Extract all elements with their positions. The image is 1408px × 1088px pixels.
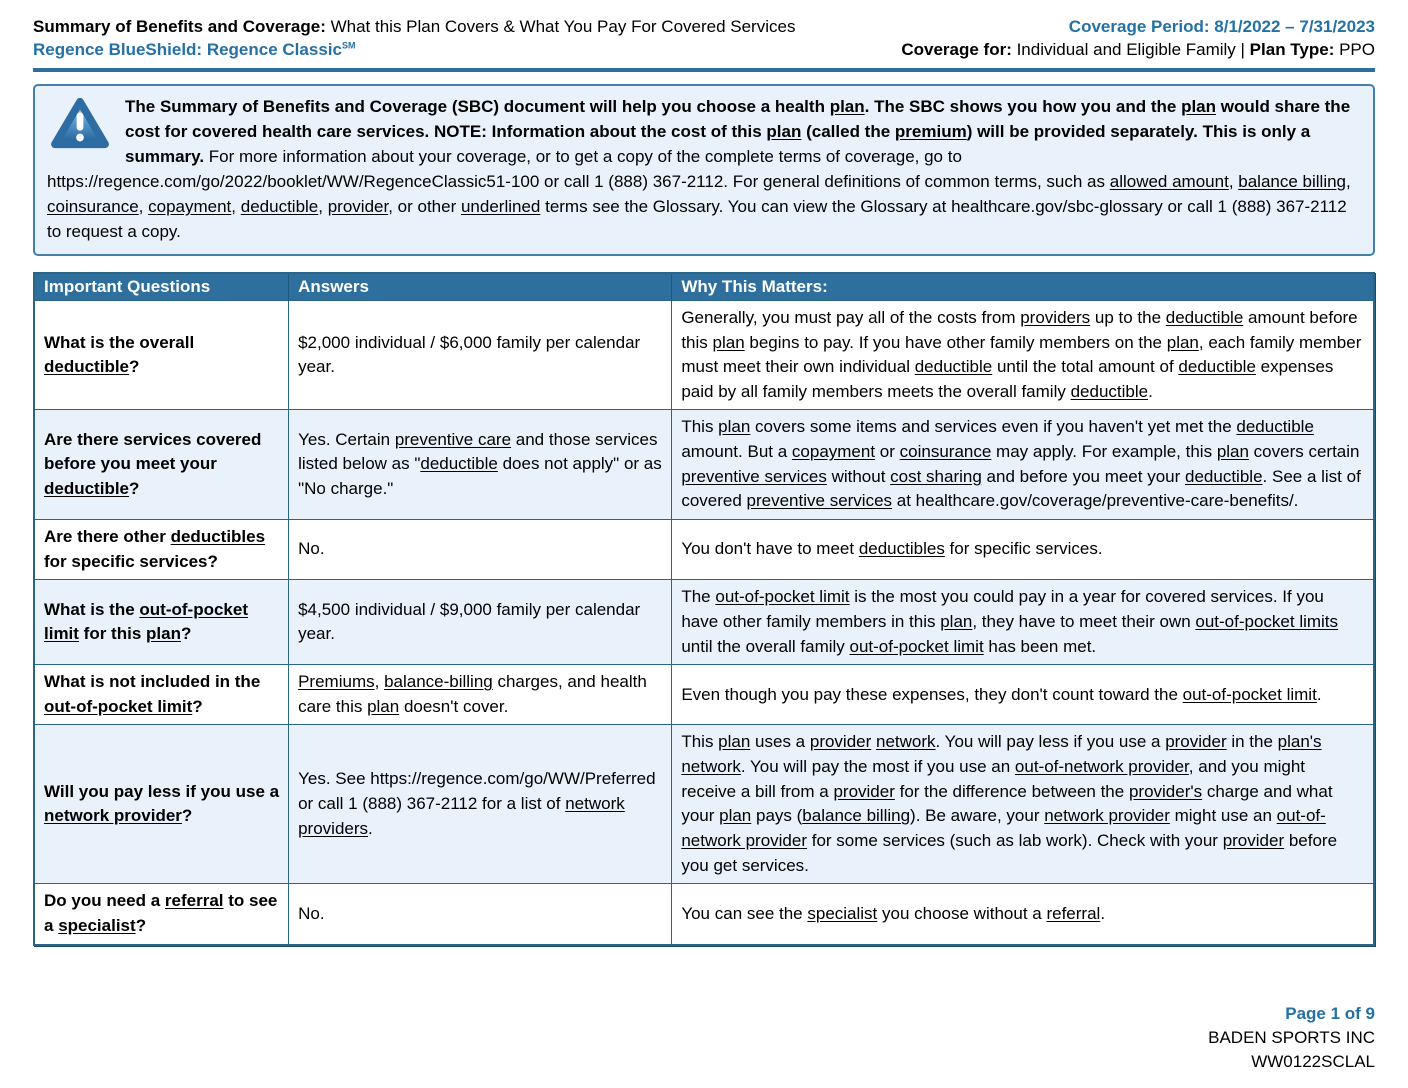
answer-cell: Yes. See https://regence.com/go/WW/Preferred or call 1 (888) 367-2112 for a list of network providers. [289,725,672,884]
important-questions-table [33,272,1375,946]
alert-triangle-icon [47,96,113,150]
why-this-matters-cell: You don't have to meet deductibles for specific services. [672,520,1374,580]
answer-cell: No. [289,520,672,580]
question-cell: Are there other deductibles for specific services? [34,520,289,580]
why-this-matters-cell: This plan covers some items and services even if you haven't yet met the deductible amount. But a copayment or coinsurance may apply. For example, this plan covers certain preventive services without cost sharing and before you meet your deductible. See a list of covered preventive services at healthcare.gov/coverage/preventive-care-benefits/. [672,410,1374,520]
document-title-bold: Summary of Benefits and Coverage: [33,17,326,36]
question-cell: What is the overall deductible? [34,300,289,410]
plan-name [33,39,795,62]
why-this-matters-cell: This plan uses a provider network. You will pay less if you use a provider in the plan's network. You will pay the most if you use an out-of-network provider, and you might receive a bill from a provider for the difference between the provider's charge and what your plan pays (balance billing). Be aware, your network provider might use an out-of-network provider for some services (such as lab work). Check with your provider before you get services. [672,725,1374,884]
page-footer [33,1002,1375,1074]
header-divider [33,68,1375,72]
answer-cell: $2,000 individual / $6,000 family per calendar year. [289,300,672,410]
why-this-matters-cell: Even though you pay these expenses, they don't count toward the out-of-pocket limit. [672,665,1374,725]
column-header-important-questions: Important Questions [34,273,289,301]
table-row-referral-specialist [34,884,1374,945]
why-this-matters-cell: The out-of-pocket limit is the most you could pay in a year for covered services. If you have other family members in this plan, they have to meet their own out-of-pocket limits until the overall family out-of-pocket limit has been met. [672,580,1374,665]
document-title [33,16,795,39]
question-cell: What is not included in the out-of-pocket limit? [34,665,289,725]
notice-body-text: For more information about your coverage, or to get a copy of the complete terms of coverage, go to https://regence.com/go/2022/booklet/WW/RegenceClassic51-100 or call 1 (888) 367-2112. For general definitions of common terms, such as allowed amount, balance billing, coinsurance, copayment, deductible, provider, or other underlined terms see the Glossary. You can view the Glossary at healthcare.gov/sbc-glossary or call 1 (888) 367-2112 to request a copy. [47,146,1351,241]
column-header-why-this-matters: Why This Matters: [672,273,1374,301]
plan-name-text: Regence BlueShield: Regence Classic [33,39,342,59]
answer-cell: No. [289,884,672,945]
notice-bold-text: The Summary of Benefits and Coverage (SBC) document will help you choose a health plan. The SBC shows you how you and the plan would share the cost for covered health care services. NOTE: Information about the cost of this plan (called the premium) will be provided separately. This is only a summary. [125,96,1351,166]
table-row-network-provider [34,725,1374,884]
service-mark: SM [341,40,356,51]
question-cell: Are there services covered before you meet your deductible? [34,410,289,520]
column-header-answers: Answers [289,273,672,301]
table-row-overall-deductible [34,300,1374,410]
table-row-services-before-deductible [34,410,1374,520]
plan-code: WW0122SCLAL [1251,1051,1375,1071]
table-header-row [34,273,1374,301]
table-row-other-deductibles [34,520,1374,580]
document-header-right [901,16,1375,62]
coverage-period: Coverage Period: 8/1/2022 – 7/31/2023 [1068,17,1375,36]
question-cell: Do you need a referral to see a specialist? [34,884,289,945]
answer-cell: $4,500 individual / $9,000 family per calendar year. [289,580,672,665]
plan-type-value: PPO [1334,39,1375,59]
page-number: Page 1 of 9 [1285,1003,1375,1023]
why-this-matters-cell: You can see the specialist you choose without a referral. [672,884,1374,945]
document-title-rest: What this Plan Covers & What You Pay For Covered Services [325,17,796,36]
why-this-matters-cell: Generally, you must pay all of the costs from providers up to the deductible amount before this plan begins to pay. If you have other family members on the plan, each family member must meet their own individual deductible until the total amount of deductible expenses paid by all family members meets the overall family deductible. [672,300,1374,410]
document-header-left [33,16,795,62]
plan-type-label: Plan Type: [1249,39,1335,59]
group-name: BADEN SPORTS INC [1208,1027,1375,1047]
table-row-not-included-in-limit [34,665,1374,725]
table-row-out-of-pocket-limit [34,580,1374,665]
notice-box [33,84,1375,256]
coverage-for [901,39,1375,62]
coverage-for-label: Coverage for: [901,39,1012,59]
answer-cell: Yes. Certain preventive care and those services listed below as "deductible does not apply" or as "No charge." [289,410,672,520]
question-cell: What is the out-of-pocket limit for this plan? [34,580,289,665]
question-cell: Will you pay less if you use a network provider? [34,725,289,884]
document-header [33,16,1375,62]
answer-cell: Premiums, balance-billing charges, and health care this plan doesn't cover. [289,665,672,725]
coverage-for-value: Individual and Eligible Family | [1011,39,1250,59]
